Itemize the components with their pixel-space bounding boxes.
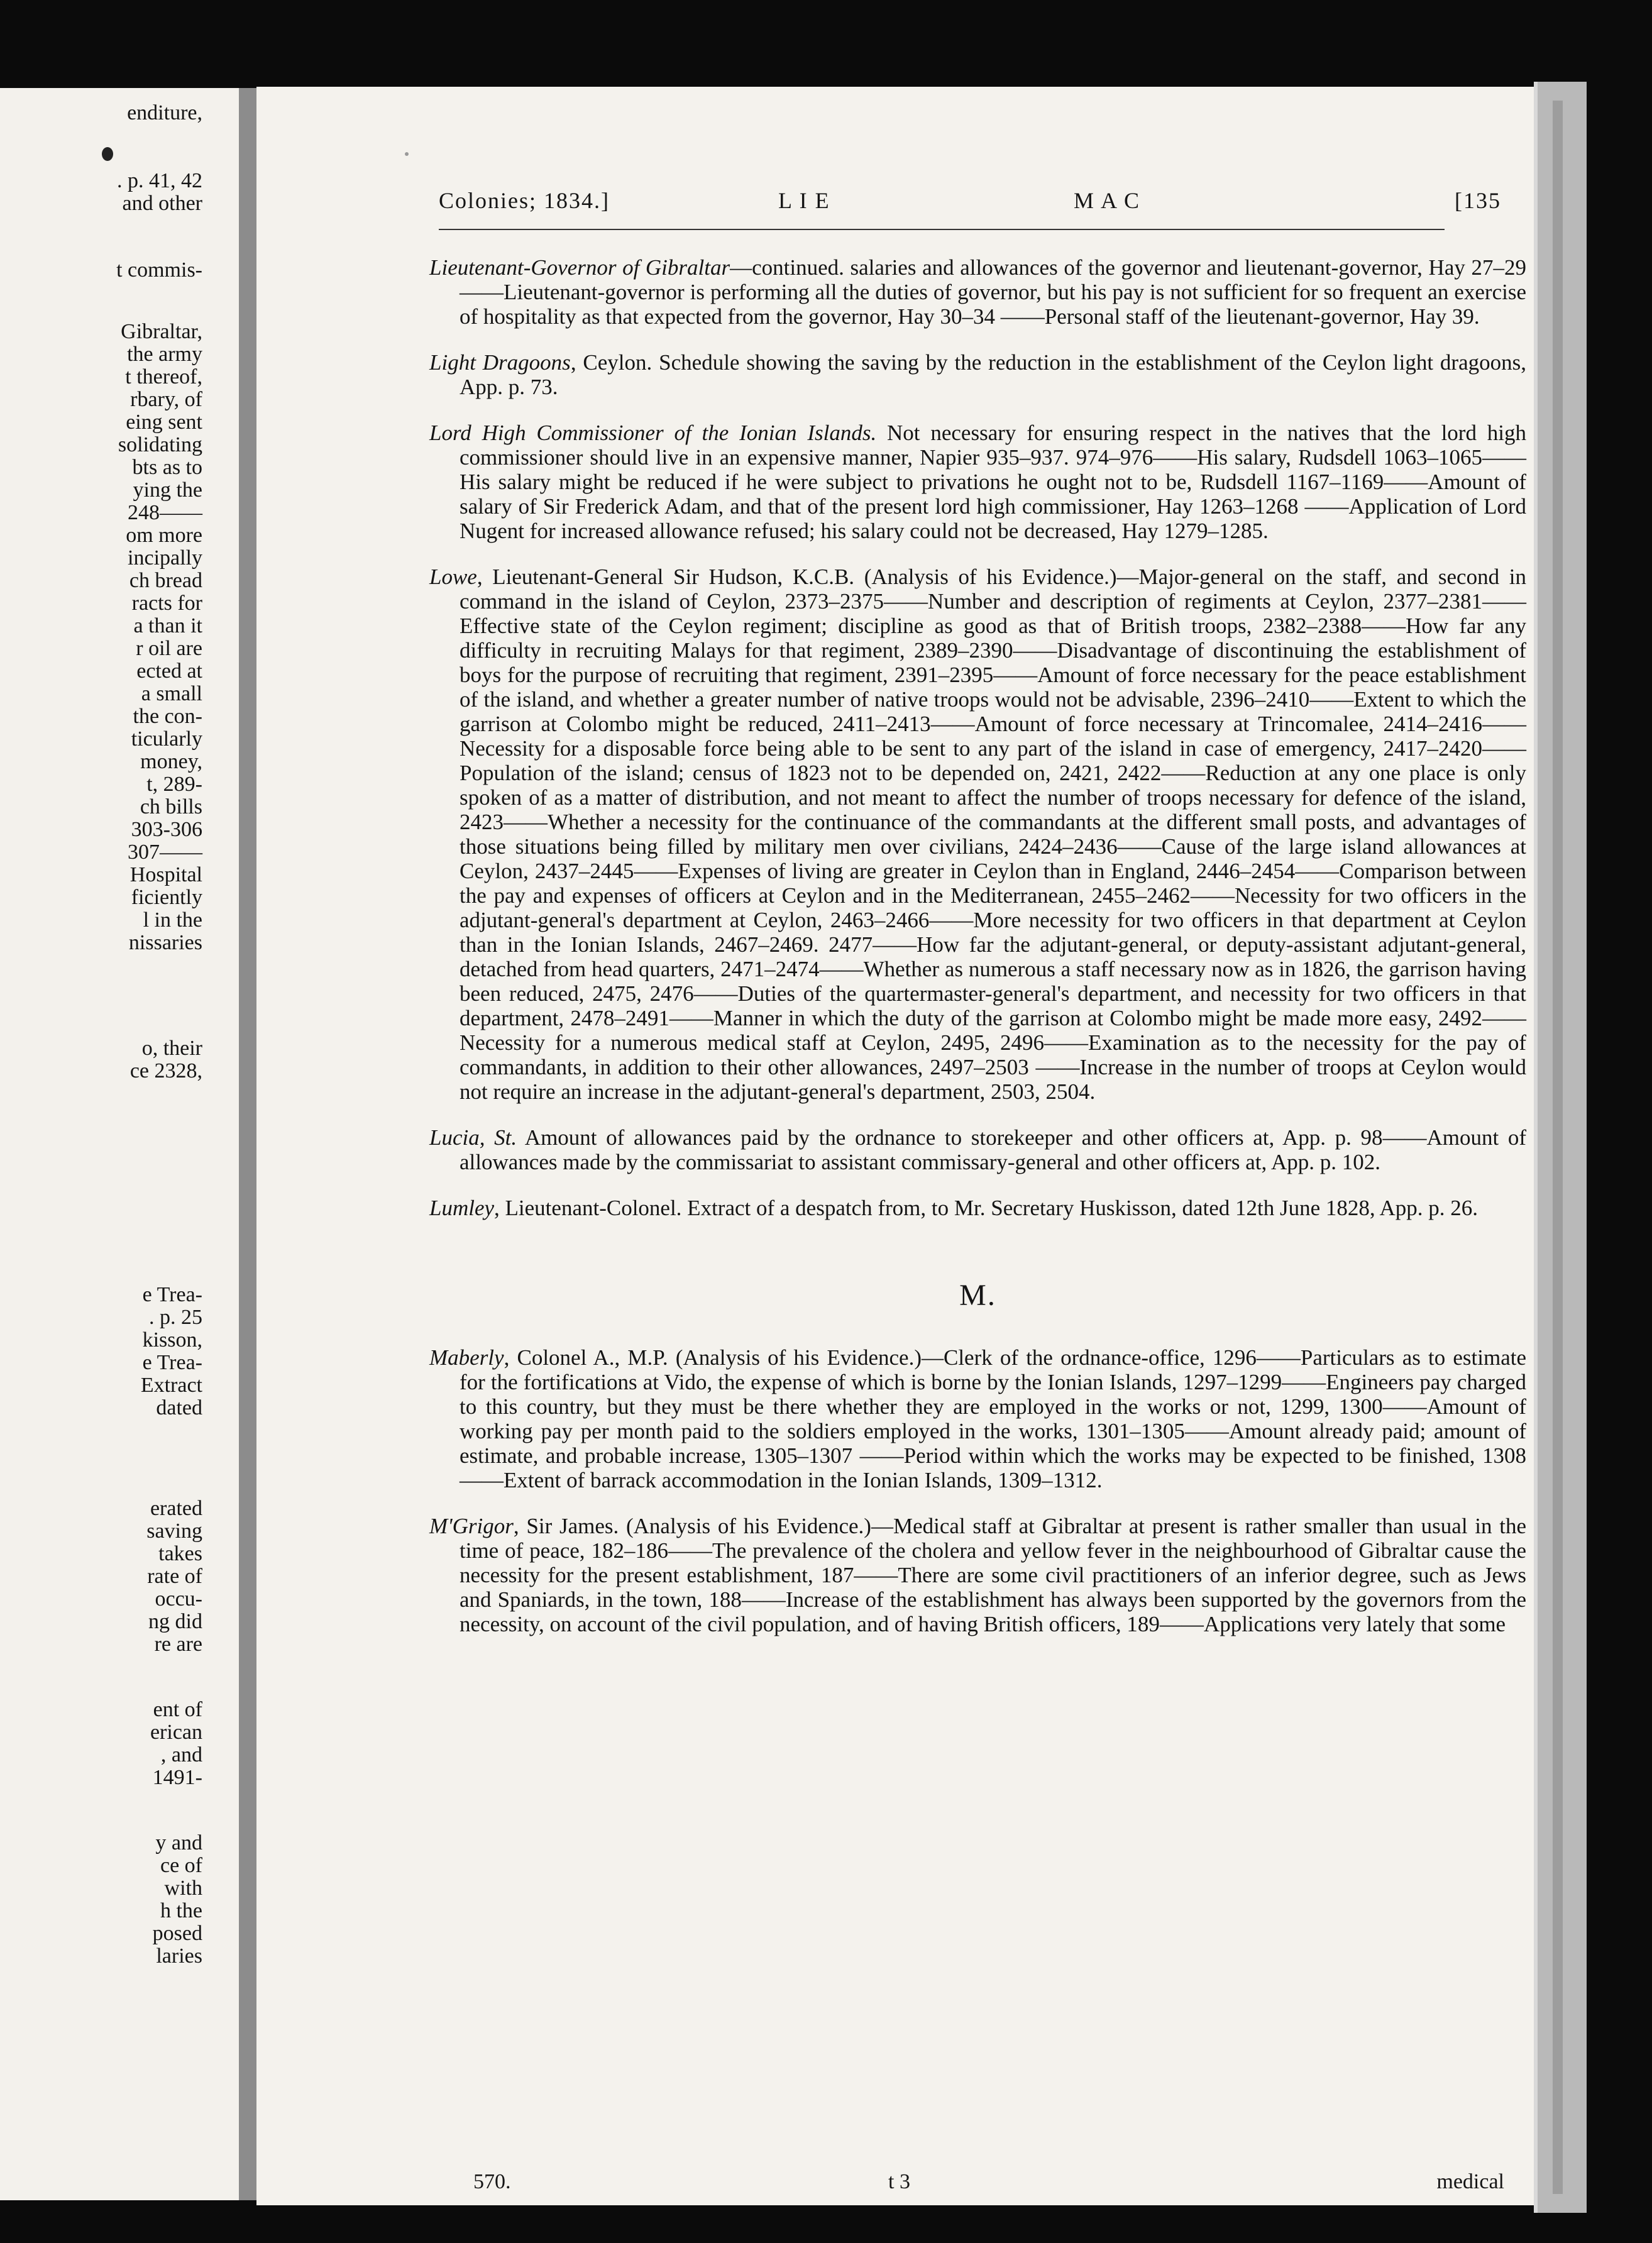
- index-entry: [429, 350, 1526, 399]
- left-page-line: ce of: [160, 1854, 202, 1877]
- entry-text: , Lieutenant-General Sir Hudson, K.C.B. (Analysis of his Evidence.)—Major-general on the staff, and second in command in the island of Ceylon, 2373–2375——Number and description of regiments at Ceylon, 2377–2381——Effective state of the Ceylon regiment; discipline as good as that of British troops, 2382–2388——How far any difficulty in recruiting Malays for that regiment, 2389–2390——Disadvantage of discontinuing the establishment of boys for the purpose of recruiting that regiment, 2391–2395——Amount of force necessary for the peace establishment of the island, and whether a greater number of native troops would not be advisable, 2396–2410——Extent to which the garrison at Colombo might be reduced, 2411–2413——Amount of force necessary at Trincomalee, 2414–2416——Necessity for a disposable force being able to be sent to any part of the island in case of emergency, 2417–2420——Population of the island; census of 1823 not to be depended on, 2421, 2422——Reduction at any one place is only spoken of as a matter of distribution, and not meant to affect the number of troops necessary for defence of the island, 2423——Whether a necessity for the continuance of the commandants at the different small posts, and advantages of those situations being filled by military men over civilians, 2424–2436——Cause of the large island allowances at Ceylon, 2437–2445——Expenses of living are greater in Ceylon than in England, 2446–2454——Comparison between the pay and expenses of officers at Ceylon and in the Mediterranean, 2455–2462——Necessity for two officers in the adjutant-general's department at Ceylon, 2463–2466——More necessity for two officers in that department at Ceylon than in the Ionian Islands, 2467–2469. 2477——How far the adjutant-general, or deputy-assistant adjutant-general, detached from head quarters, 2471–2474——Whether as numerous a staff necessary now as in 1826, the garrison having been reduced, 2475, 2476——Duties of the quartermaster-general's department, and necessity for two officers in that department, 2478–2491——Manner in which the duty of the garrison at Colombo might be made more easy, 2492——Necessity for a numerous medical staff at Ceylon, 2495, 2496——Examination as to the necessity for the pay of commandants, in addition to their other allowances, 2497–2503 ——Increase in the number of troops at Ceylon would not require an increase in the adjutant-general's department, 2503, 2504.: [460, 565, 1526, 1104]
- left-page-line: . p. 41, 42: [117, 169, 202, 192]
- index-entry: [429, 1345, 1526, 1492]
- index-entries: [429, 255, 1526, 1658]
- left-page-line: a small: [141, 682, 202, 705]
- left-page-line: rbary, of: [130, 388, 202, 411]
- left-page-line: 307——: [128, 840, 202, 864]
- left-page-line: enditure,: [127, 101, 202, 124]
- left-page-line: om more: [126, 524, 202, 547]
- ink-speck: [405, 152, 409, 156]
- left-page-line: solidating: [118, 433, 202, 456]
- left-page-line: ected at: [136, 659, 202, 683]
- entry-headword: Lumley: [429, 1196, 495, 1220]
- left-page-line: r oil are: [136, 637, 202, 660]
- left-page-line: ying the: [133, 478, 202, 502]
- left-page-line: 1491-: [152, 1766, 202, 1789]
- entry-text: , Lieutenant-Colonel. Extract of a despatch from, to Mr. Secretary Huskisson, dated 12th June 1828, App. p. 26.: [494, 1196, 1478, 1220]
- entry-headword: Light Dragoons: [429, 350, 571, 375]
- left-page-line: h the: [160, 1899, 202, 1922]
- left-page-line: re are: [154, 1633, 202, 1656]
- left-page-line: laries: [156, 1944, 202, 1968]
- left-page-line: . p. 25: [149, 1306, 202, 1329]
- left-page-line: ce 2328,: [129, 1059, 202, 1083]
- header-rule: [439, 229, 1445, 230]
- left-page-line: 303-306: [131, 818, 202, 841]
- header-section: Colonies; 1834.]: [439, 188, 610, 213]
- entry-headword: Lowe: [429, 565, 477, 589]
- entry-text: , Sir James. (Analysis of his Evidence.)—Medical staff at Gibraltar at present is rather smaller than usual in the time of peace, 182–186——The prevalence of the cholera and yellow fever in the neighbourhood of Gibraltar cause the necessity for the present establishment, 187——There are some civil practitioners of an inferior degree, such as Jews and Spaniards, in the town, 188——Increase of the establishment has always been supported by the governors from the necessity, on account of the civil population, and of having British officers, 189——Applications very lately that some: [460, 1514, 1526, 1636]
- footer-signature-mark: t 3: [888, 2170, 910, 2193]
- index-entry: [429, 255, 1526, 329]
- left-page-line: incipally: [128, 546, 202, 570]
- index-entry: [429, 565, 1526, 1104]
- entry-headword: Maberly: [429, 1345, 504, 1370]
- left-page-line: Hospital: [129, 863, 202, 886]
- left-page-line: a than it: [133, 614, 202, 637]
- left-page-line: with: [164, 1877, 202, 1900]
- entry-text: , Ceylon. Schedule showing the saving by the reduction in the establishment of the Ceylon light dragoons, App. p. 73.: [460, 350, 1526, 399]
- section-letter-m: M.: [959, 1279, 996, 1312]
- index-entry: [429, 1125, 1526, 1174]
- left-page-line: and other: [122, 192, 202, 215]
- left-page-line: l in the: [143, 908, 202, 932]
- index-entry: [429, 421, 1526, 543]
- left-page-line: Extract: [140, 1374, 202, 1397]
- left-page-line: the con-: [133, 705, 202, 728]
- ink-blot: [102, 147, 113, 161]
- left-page-line: ent of: [153, 1698, 202, 1721]
- left-page-line: 248——: [128, 501, 202, 524]
- footer-catchword: medical: [1436, 2170, 1504, 2193]
- left-page-line: ch bills: [140, 795, 202, 818]
- left-page-line: t thereof,: [125, 365, 202, 389]
- entries-letter-l: [429, 255, 1526, 1220]
- index-entry: [429, 1196, 1526, 1220]
- entry-text: —continued. salaries and allowances of the governor and lieutenant-governor, Hay 27–29——Lieutenant-governor is performing all the duties of governor, but his pay is not sufficient for so frequent an exercise of hospitality as that expected from the governor, Hay 30–34 ——Personal staff of the lieutenant-governor, Hay 39.: [460, 255, 1526, 329]
- left-page-line: e Trea-: [142, 1283, 202, 1306]
- left-page-line: racts for: [131, 592, 202, 615]
- entry-text: , Colonel A., M.P. (Analysis of his Evidence.)—Clerk of the ordnance-office, 1296——Particulars as to estimate for the fortifications at Vido, the expense of which is borne by the Ionian Islands, 1297–1299——Engineers pay charged to this country, but they must be there whether they are employed in the works or not, 1299, 1300——Amount of working pay per month paid to the soldiers employed in the works, 1301–1305——Amount already paid; amount of estimate, and probable increase, 1305–1307 ——Period within which the works may be expected to be finished, 1308——Extent of barrack accommodation in the Ionian Islands, 1309–1312.: [460, 1345, 1526, 1492]
- left-page-line: t commis-: [116, 258, 202, 282]
- binding-gutter: [239, 88, 256, 2200]
- index-entry: [429, 1514, 1526, 1636]
- left-page-line: bts as to: [132, 456, 202, 479]
- left-page-line: erated: [150, 1497, 202, 1520]
- entry-headword: Lord High Commissioner of the Ionian Islands.: [429, 421, 877, 445]
- left-page-line: dated: [156, 1396, 202, 1419]
- header-first-word: L I E: [778, 188, 830, 213]
- left-page-line: ch bread: [129, 569, 202, 592]
- page-footer: [473, 2170, 1504, 2198]
- left-page-line: y and: [155, 1831, 202, 1854]
- right-page: [256, 87, 1558, 2205]
- left-page-line: Gibraltar,: [121, 320, 202, 343]
- left-page-line: , and: [160, 1743, 202, 1766]
- header-last-word: M A C: [1074, 188, 1141, 213]
- left-page-line: erican: [150, 1721, 202, 1744]
- left-page-line: ficiently: [131, 886, 202, 909]
- left-page-line: o, their: [141, 1037, 202, 1060]
- left-page-line: saving: [146, 1519, 202, 1543]
- header-page-number: [135: [1455, 188, 1501, 213]
- footer-number: 570.: [473, 2170, 511, 2193]
- entries-letter-m: [429, 1345, 1526, 1636]
- left-page-line: the army: [127, 343, 202, 366]
- entry-headword: M'Grigor: [429, 1514, 514, 1538]
- page-edge-shadow: [1553, 101, 1563, 2194]
- entry-headword: Lieutenant-Governor of Gibraltar: [429, 255, 730, 280]
- left-page-line: takes: [158, 1542, 202, 1565]
- entry-text: Amount of allowances paid by the ordnance to storekeeper and other officers at, App. p. 98——Amount of allowances made by the commissariat to assistant commissary-general and other officers at, App. p. 102.: [460, 1125, 1527, 1174]
- left-page-line: nissaries: [128, 931, 202, 954]
- left-page-fragment: [0, 88, 239, 2200]
- left-page-line: ng did: [148, 1610, 202, 1633]
- left-page-line: occu-: [155, 1587, 202, 1611]
- entry-text: Not necessary for ensuring respect in the natives that the lord high commissioner should live in an expensive manner, Napier 935–937. 974–976——His salary, Rudsdell 1063–1065——His salary might be reduced if he were subject to privations he ought not to be, Rudsdell 1167–1169——Amount of salary of Sir Frederick Adam, and that of the present lord high commissioner, Hay 1263–1268 ——Application of Lord Nugent for increased allowance refused; his salary could not be decreased, Hay 1279–1285.: [460, 421, 1527, 543]
- left-page-line: eing sent: [126, 411, 202, 434]
- running-header: [439, 187, 1501, 223]
- left-page-line: t, 289-: [146, 773, 202, 796]
- left-page-line: e Trea-: [142, 1351, 202, 1374]
- left-page-line: ticularly: [131, 727, 202, 751]
- left-page-line: rate of: [147, 1565, 202, 1588]
- left-page-line: money,: [140, 750, 202, 773]
- left-page-line: posed: [152, 1922, 202, 1945]
- left-page-line: kisson,: [142, 1328, 202, 1352]
- entry-headword: Lucia, St.: [429, 1125, 517, 1150]
